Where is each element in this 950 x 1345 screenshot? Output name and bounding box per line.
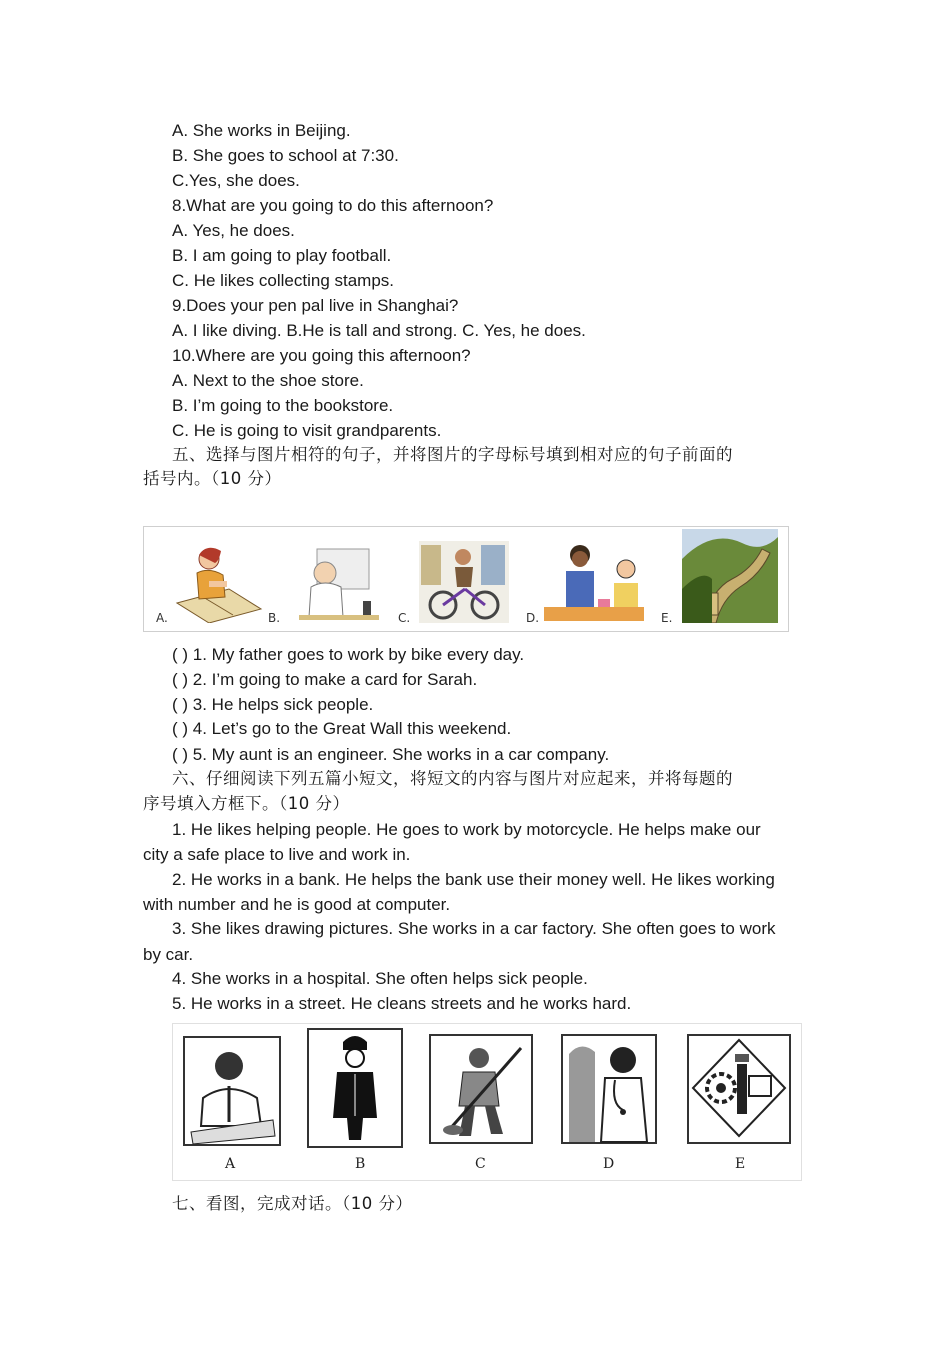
section5-label-d: D.: [526, 611, 540, 625]
banker-picture: [183, 1036, 281, 1146]
section5-item-4: ( ) 4. Let’s go to the Great Wall this weekend.: [172, 719, 512, 738]
section6-title-line1: 六、仔细阅读下列五篇小短文，将短文的内容与图片对应起来，并将每题的: [172, 769, 733, 788]
kids-making-card-picture: [544, 543, 644, 623]
passage-1-line1: 1. He likes helping people. He goes to work by motorcycle. He helps make our: [172, 820, 761, 839]
police-officer-picture: [307, 1028, 403, 1148]
girl-reading-picture: [169, 541, 264, 623]
q10-option-b: B. I’m going to the bookstore.: [172, 396, 394, 415]
q8-option-a: A. Yes, he does.: [172, 221, 295, 240]
section5-item-2: ( ) 2. I’m going to make a card for Sarah.: [172, 670, 478, 689]
section5-label-b: B.: [268, 611, 281, 625]
q8-option-c: C. He likes collecting stamps.: [172, 271, 395, 290]
section5-title-line2: 括号内。（10 分）: [143, 469, 282, 488]
great-wall-picture: [682, 529, 778, 623]
section5-item-1: ( ) 1. My father goes to work by bike every day.: [172, 645, 525, 664]
section5-item-3: ( ) 3. He helps sick people.: [172, 695, 374, 714]
q8-question: 8.What are you going to do this afternoon?: [172, 196, 494, 215]
q10-question: 10.Where are you going this afternoon?: [172, 346, 471, 365]
section6-label-a: A: [225, 1156, 236, 1172]
engineer-picture: [687, 1034, 791, 1144]
q10-option-c: C. He is going to visit grandparents.: [172, 421, 442, 440]
q9-options: A. I like diving. B.He is tall and strong. C. Yes, he does.: [172, 321, 586, 340]
passage-4: 4. She works in a hospital. She often helps sick people.: [172, 969, 588, 988]
section6-label-b: B: [355, 1156, 366, 1172]
passage-3-line2: by car.: [143, 945, 194, 964]
section6-label-e: E: [735, 1156, 746, 1172]
section6-label-d: D: [603, 1156, 615, 1172]
section5-item-5: ( ) 5. My aunt is an engineer. She works in a car company.: [172, 745, 610, 764]
section5-title-line1: 五、选择与图片相符的句子，并将图片的字母标号填到相对应的句子前面的: [172, 445, 733, 464]
street-cleaner-picture: [429, 1034, 533, 1144]
section5-label-c: C.: [398, 611, 411, 625]
q7-option-c: C.Yes, she does.: [172, 171, 300, 190]
passage-2-line2: with number and he is good at computer.: [143, 895, 451, 914]
doctor-picture: [289, 539, 384, 623]
passage-5: 5. He works in a street. He cleans streets and he works hard.: [172, 994, 632, 1013]
passage-2-line1: 2. He works in a bank. He helps the bank use their money well. He likes working: [172, 870, 775, 889]
section6-picture-strip: [172, 1023, 802, 1181]
section6-title-line2: 序号填入方框下。（10 分）: [143, 794, 350, 813]
section5-label-a: A.: [156, 611, 168, 625]
q7-option-a: A. She works in Beijing.: [172, 121, 351, 140]
q7-option-b: B. She goes to school at 7:30.: [172, 146, 399, 165]
section5-label-e: E.: [661, 611, 673, 625]
bike-rider-picture: [419, 541, 509, 623]
q10-option-a: A. Next to the shoe store.: [172, 371, 364, 390]
doctor-nurse-picture: [561, 1034, 657, 1144]
q9-question: 9.Does your pen pal live in Shanghai?: [172, 296, 459, 315]
section6-label-c: C: [475, 1156, 486, 1172]
section5-picture-strip: [143, 526, 789, 632]
passage-3-line1: 3. She likes drawing pictures. She works in a car factory. She often goes to work: [172, 919, 776, 938]
section7-title: 七、看图，完成对话。（10 分）: [172, 1194, 413, 1213]
passage-1-line2: city a safe place to live and work in.: [143, 845, 411, 864]
q8-option-b: B. I am going to play football.: [172, 246, 392, 265]
